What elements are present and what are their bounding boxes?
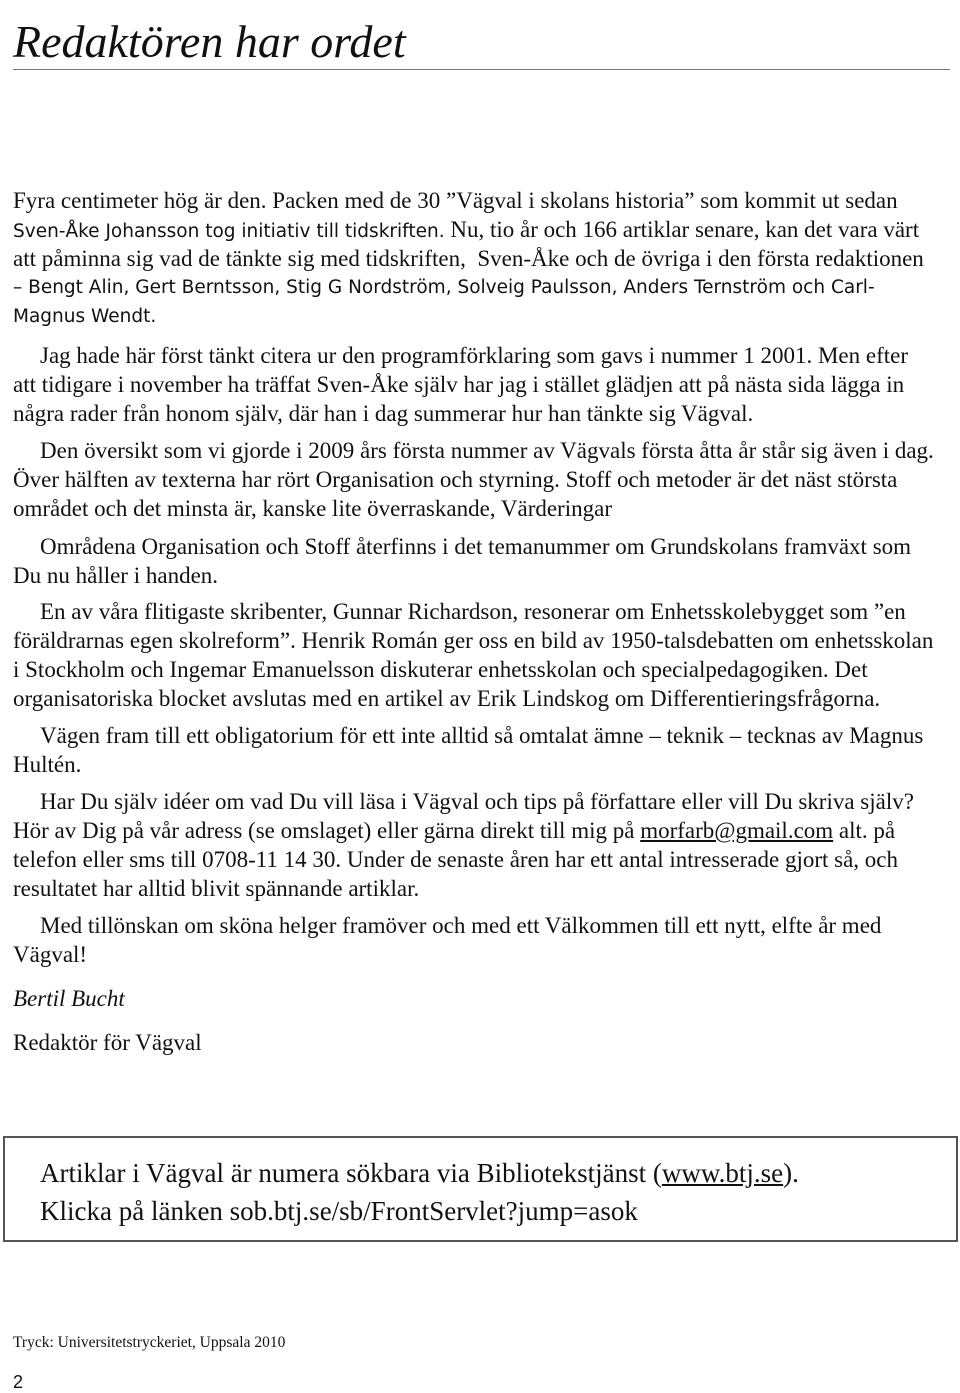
text-line: att påminna sig vad de tänkte sig med tidskriften, Sven-Åke och de övriga i den första redaktionen [13,246,924,271]
text-run: Artiklar i Vägval är numera sökbara via Bibliotekstjänst ( [40,1158,662,1188]
text-line: Med tillönskan om sköna helger framöver och med ett Välkommen till ett nytt, elfte år med [40,913,882,938]
text-line: Du nu håller i handen. [13,563,219,588]
text-run: Nu, tio år och 166 artiklar senare, kan det vara värt [444,217,920,242]
text-line: Fyra centimeter hög är den. Packen med de 30 ”Vägval i skolans historia” som kommit ut sedan [13,188,898,213]
text-line: Hultén. [13,752,82,777]
paragraph-1 [13,186,924,331]
print-credit: Tryck: Universitetstryckeriet, Uppsala 2010 [13,1334,286,1351]
paragraph-3 [13,436,934,523]
text-line: resultatet har alltid blivit spännande artiklar. [13,876,420,901]
text-run: Hör av Dig på vår adress (se omslaget) eller gärna direkt till mig på [13,818,641,843]
text-line: Områdena Organisation och Stoff återfinns i det temanummer om Grundskolans framväxt som [40,534,912,559]
page-number: 2 [13,1372,24,1392]
signature-role: Redaktör för Vägval [13,1030,202,1055]
text-line: – Bengt Alin, Gert Berntsson, Stig G Nordström, Solveig Paulsson, Anders Ternström och Carl- [13,277,875,298]
text-line: Magnus Wendt. [13,306,157,327]
text-line: organisatoriska blocket avslutas med en artikel av Erik Lindskog om Differentieringsfrågorna. [13,686,881,711]
page-title: Redaktören har ordet [13,16,406,67]
notice-box [3,1136,958,1242]
text-run: alt. på [833,818,896,843]
text-run: ). [783,1158,799,1188]
btj-link[interactable]: www.btj.se [661,1158,784,1188]
text-line: Vägen fram till ett obligatorium för ett inte alltid så omtalat ämne – teknik – tecknas av Magnus [40,723,924,748]
notice-line [40,1154,956,1192]
paragraph-8 [13,911,881,969]
text-line: Över hälften av texterna har rört Organisation och styrning. Stoff och metoder är det näst största [13,467,898,492]
text-line: Jag hade här först tänkt citera ur den programförklaring som gavs i nummer 1 2001. Men efter [40,343,908,368]
paragraph-6 [13,721,923,779]
text-line [13,215,924,244]
text-line: området och det minsta är, kanske lite överraskande, Värderingar [13,496,612,521]
text-line: Vägval! [13,942,88,967]
paragraph-7 [13,787,914,903]
signature-name: Bertil Bucht [13,986,125,1011]
title-rule [13,69,950,70]
text-line: telefon eller sms till 0708-11 14 30. Under de senaste åren har ett antal intresserade gjort så, och [13,847,898,872]
paragraph-5 [13,597,933,713]
email-link[interactable]: morfarb@gmail.com [640,818,834,843]
text-line: några rader från honom själv, där han i dag summerar hur han tänkte sig Vägval. [13,401,754,426]
notice-line: Klicka på länken sob.btj.se/sb/FrontServlet?jump=asok [40,1196,638,1226]
text-line: En av våra flitigaste skribenter, Gunnar Richardson, resonerar om Enhetsskolebygget som ”en [40,599,906,624]
text-line: i Stockholm och Ingemar Emanuelsson diskuterar enhetsskolan och specialpedagogiken. Det [13,657,868,682]
text-line: föräldrarnas egen skolreform”. Henrik Román ger oss en bild av 1950-talsdebatten om enhetsskolan [13,628,934,653]
text-line: Den översikt som vi gjorde i 2009 års första nummer av Vägvals första åtta år står sig även i dag. [40,438,934,463]
paragraph-2 [13,341,908,428]
text-line: att tidigare i november ha träffat Sven-Åke själv har jag i stället glädjen att på nästa sida lägga in [13,372,905,397]
text-line [13,816,914,845]
text-run: Sven-Åke Johansson tog initiativ till tidskriften. [13,221,445,242]
paragraph-4 [13,532,911,590]
text-line: Har Du själv idéer om vad Du vill läsa i Vägval och tips på författare eller vill Du skriva själv? [40,789,914,814]
